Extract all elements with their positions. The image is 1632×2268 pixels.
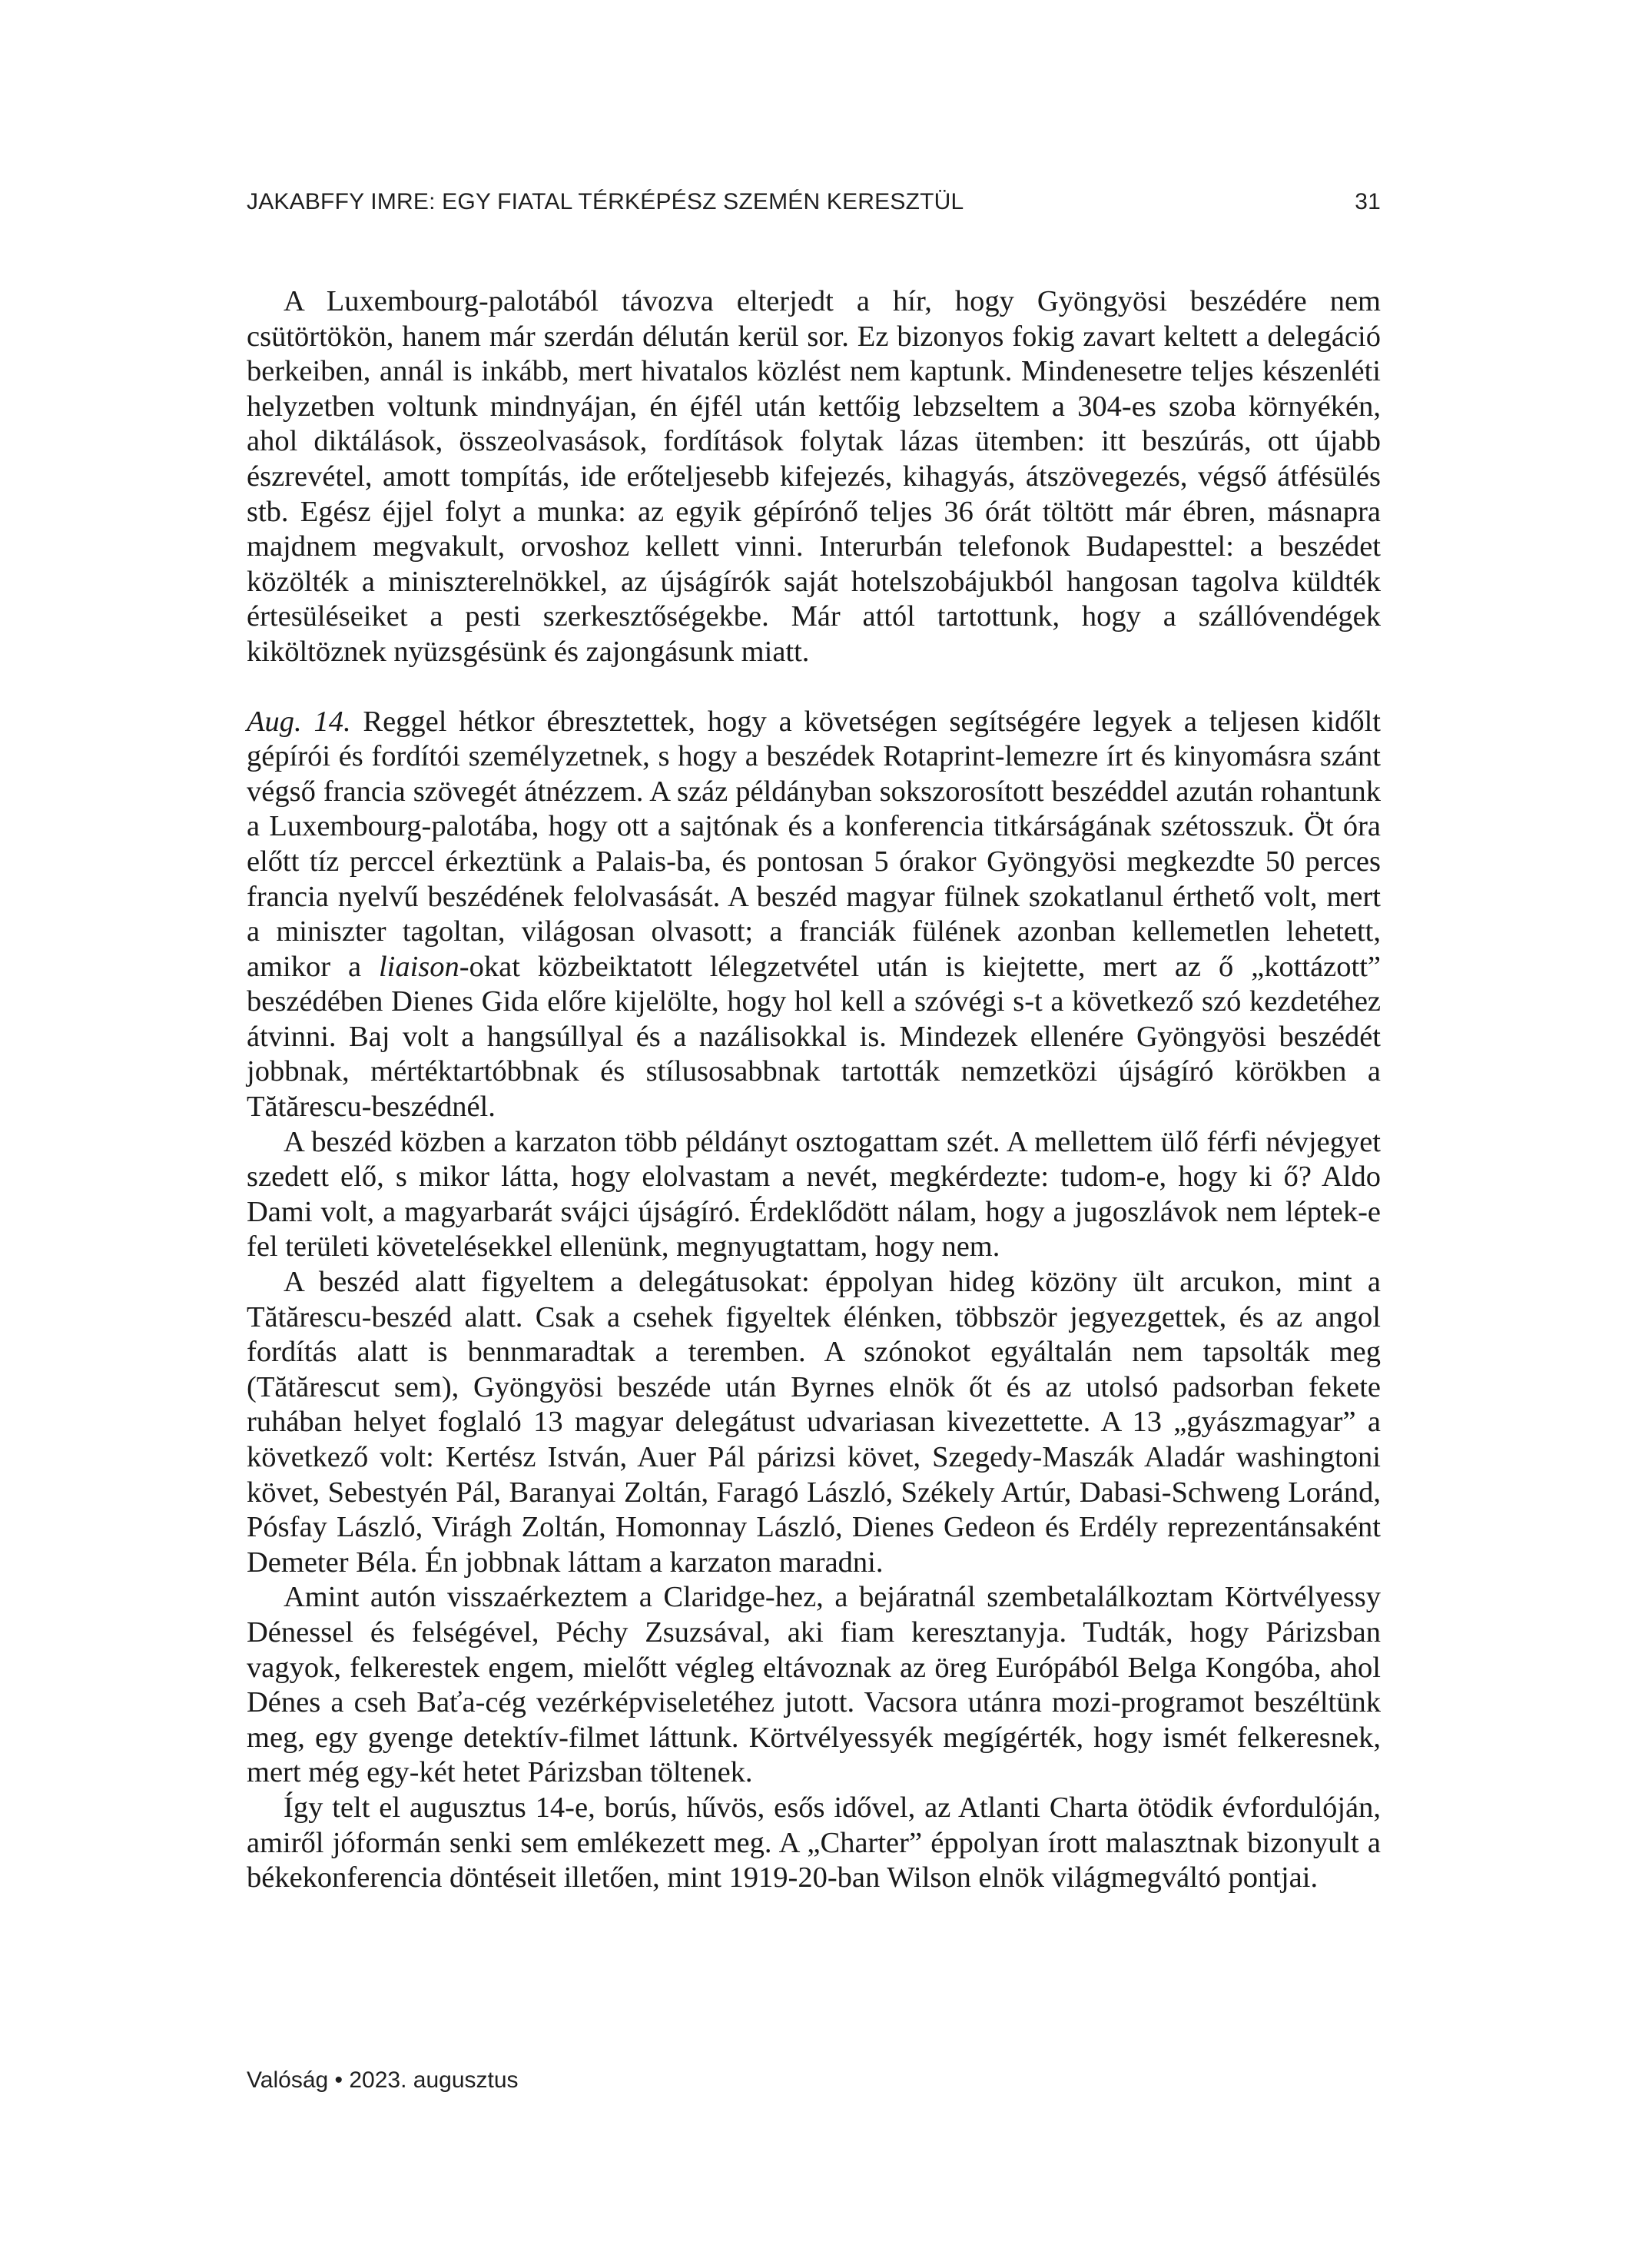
entry-text-part2: -okat közbeiktatott lélegzetvétel után is kiejtette, mert az ő „kottázott” beszédében Dienes Gida előre kijelölte, hogy hol kell a szóvégi s-t a következő szó kezdetéhez átvinni. Baj volt a hangsúllyal és a nazálisokkal is. Mindezek ellenére Gyöngyösi beszédét jobbnak, mértéktartóbbnak és stílusosabbnak tartották nemzetközi újságíró körökben a Tătărescu-beszédnél.	[247, 950, 1381, 1124]
italic-term-liaison: liaison	[378, 950, 459, 983]
paragraph-1: A Luxembourg-palotából távozva elterjedt a hír, hogy Gyöngyösi beszédére nem csütörtökön, hanem már szerdán délután kerül sor. Ez bizonyos fokig zavart keltett a delegáció berkeiben, annál is inkább, mert hivatalos közlést nem kaptunk. Mindenesetre teljes készenléti helyzetben voltunk mindnyájan, én éjfél után kettőig lebzseltem a 304-es szoba környékén, ahol diktálások, összeolvasások, fordítások folytak lázas ütemben: itt beszúrás, ott újabb észrevétel, amott tompítás, ide erőteljesebb kifejezés, kihagyás, átszövegezés, végső átfésülés stb. Egész éjjel folyt a munka: az egyik gépírónő teljes 36 órát töltött már ébren, másnapra majdnem megvakult, orvoshoz kellett vinni. Interurbán telefonok Budapesttel: a beszédet közölték a miniszterelnökkel, az újságírók saját hotelszobájukból hangosan tagolva küldték értesüléseiket a pesti szerkesztőségekbe. Már attól tartottunk, hogy a szállóvendégek kiköltöznek nyüzsgésünk és zajongásunk miatt.	[247, 285, 1381, 668]
paragraph-6: Így telt el augusztus 14-e, borús, hűvös, esős idővel, az Atlanti Charta ötödik évfordulóján, amiről jóformán senki sem emlékezett meg. A „Charter” éppolyan írott malasztnak bizonyult a békekonferencia döntéseit illetően, mint 1919-20-ban Wilson elnök világmegváltó pontjai.	[247, 1791, 1381, 1894]
article-body	[247, 284, 1381, 1896]
entry-text-part1: Reggel hétkor ébresztettek, hogy a követségen segítségére legyek a teljesen kidőlt gépírói és fordítói személyzetnek, s hogy a beszédek Rotaprint-lemezre írt és kinyomásra szánt végső francia szövegét átnézzem. A száz példányban sokszorosított beszéddel azután rohantunk a Luxembourg-palotába, hogy ott a sajtónak és a konferencia titkárságának szétosszuk. Öt óra előtt tíz perccel érkeztünk a Palais-ba, és pontosan 5 órakor Gyöngyösi megkezdte 50 perces francia nyelvű beszédének felolvasását. A beszéd magyar fülnek szokatlanul érthető volt, mert a miniszter tagoltan, világosan olvasott; a franciák fülének azonban kellemetlen lehetett, amikor a	[247, 705, 1381, 983]
paragraph-5: Amint autón visszaérkeztem a Claridge-hez, a bejáratnál szembetalálkoztam Körtvélyessy Dénessel és felségével, Péchy Zsuzsával, aki fiam keresztanyja. Tudták, hogy Párizsban vagyok, felkerestek engem, mielőtt végleg eltávoznak az öreg Európából Belga Kongóba, ahol Dénes a cseh Baťa-cég vezérképviseletéhez jutott. Vacsora utánra mozi-programot beszéltünk meg, egy gyenge detektív-filmet láttunk. Körtvélyessyék megígérték, hogy ismét felkeresnek, mert még egy-két hetet Párizsban töltenek.	[247, 1581, 1381, 1789]
page-number: 31	[1355, 189, 1381, 214]
running-title: JAKABFFY IMRE: EGY FIATAL TÉRKÉPÉSZ SZEMÉN KERESZTÜL	[247, 189, 964, 214]
page-footer	[247, 2067, 519, 2094]
paragraph-4: A beszéd alatt figyeltem a delegátusokat: éppolyan hideg közöny ült arcukon, mint a Tătărescu-beszéd alatt. Csak a csehek figyeltek élénken, többször jegyezgettek, és az angol fordítás alatt is bennmaradtak a teremben. A szónokot egyáltalán nem tapsolták meg (Tătărescut sem), Gyöngyösi beszéde után Byrnes elnök őt és az utolsó padsorban fekete ruhában helyet foglaló 13 magyar delegátust udvariasan kivezettette. A 13 „gyászmagyar” a következő volt: Kertész István, Auer Pál párizsi követ, Szegedy-Maszák Aladár washingtoni követ, Sebestyén Pál, Baranyai Zoltán, Faragó László, Székely Artúr, Dabasi-Schweng Loránd, Pósfay László, Virágh Zoltán, Homonnay László, Dienes Gedeon és Erdély reprezentánsaként Demeter Béla. Én jobbnak láttam a karzaton maradni.	[247, 1266, 1381, 1579]
entry-date-label: Aug. 14.	[247, 705, 351, 738]
diary-entry-aug-14	[247, 705, 1381, 1125]
publication-info: Valóság • 2023. augusztus	[247, 2067, 519, 2093]
running-header	[247, 189, 1381, 215]
paragraph-3: A beszéd közben a karzaton több példányt osztogattam szét. A mellettem ülő férfi névjegyet szedett elő, s mikor látta, hogy elolvastam a nevét, megkérdezte: tudom-e, hogy ki ő? Aldo Dami volt, a magyarbarát svájci újságíró. Érdeklődött nálam, hogy a jugoszlávok nem léptek-e fel területi követelésekkel ellenünk, megnyugtattam, hogy nem.	[247, 1125, 1381, 1264]
